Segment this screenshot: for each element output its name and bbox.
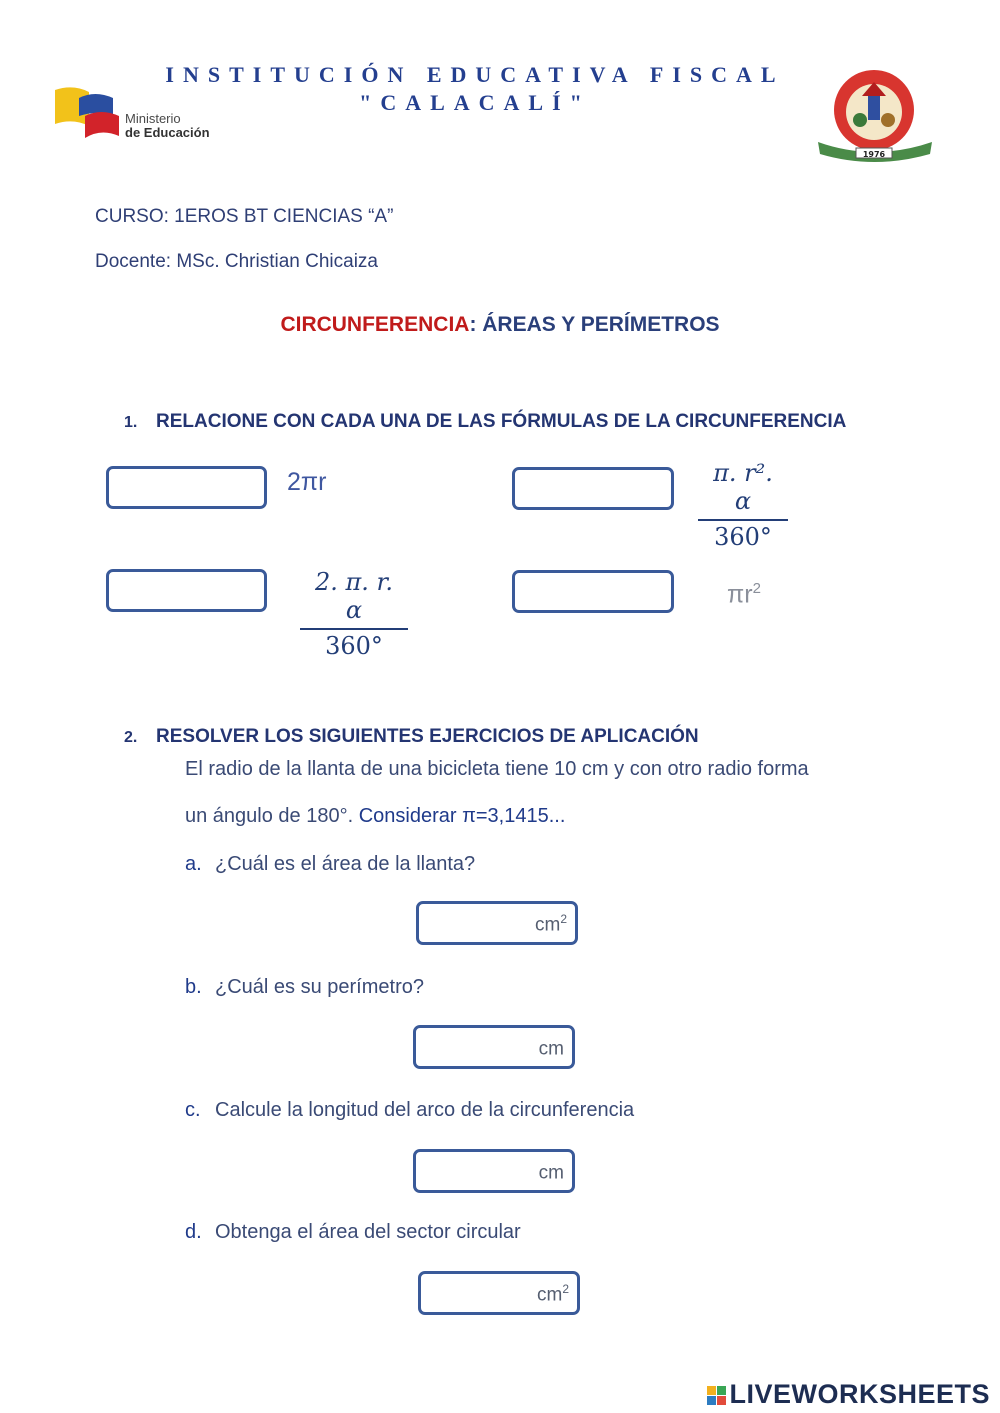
title-part1: CIRCUNFERENCIA <box>280 313 470 336</box>
formula-sector-area <box>698 459 788 551</box>
question-d-text: Obtenga el área del sector circular <box>215 1221 521 1243</box>
answer-input-d[interactable] <box>418 1271 580 1315</box>
unit-a-exp: 2 <box>560 912 567 926</box>
match-input-4[interactable] <box>512 570 674 613</box>
liveworksheets-logo <box>707 1379 990 1410</box>
teacher-label: Docente: MSc. Christian Chicaiza <box>95 251 378 272</box>
unit-b: cm <box>538 1038 564 1060</box>
unit-d: cm <box>536 1284 563 1306</box>
page-title <box>0 313 1000 337</box>
question-d-letter: d. <box>185 1221 202 1243</box>
question-a <box>185 853 475 876</box>
liveworksheets-mark-icon <box>707 1386 726 1405</box>
formula-pir2-exp: 2 <box>752 580 761 597</box>
formula-pir2-base: πr <box>727 580 753 609</box>
match-input-2[interactable] <box>512 467 674 510</box>
school-seal-icon <box>812 66 940 164</box>
question-b <box>185 976 424 999</box>
answer-unit-b <box>539 1036 564 1060</box>
section1-title: RELACIONE CON CADA UNA DE LAS FÓRMULAS DE LA CIRCUNFERENCIA <box>156 411 847 432</box>
question-b-letter: b. <box>185 976 202 998</box>
formula-sector-area-numerator: π. r². α <box>698 459 788 521</box>
answer-input-b[interactable] <box>413 1025 575 1069</box>
problem-line2 <box>185 805 565 828</box>
section2-number: 2. <box>124 729 138 746</box>
formula-2pir: 2πr <box>287 468 327 496</box>
liveworksheets-brand: LIVEWORKSHEETS <box>729 1379 990 1409</box>
title-part2: : ÁREAS Y PERÍMETROS <box>469 313 720 336</box>
answer-input-c[interactable] <box>413 1149 575 1193</box>
question-a-text: ¿Cuál es el área de la llanta? <box>215 853 476 875</box>
formula-pir2 <box>727 580 761 609</box>
institution-name-line2: "CALACALÍ" <box>359 90 591 115</box>
problem-line1: El radio de la llanta de una bicicleta tiene 10 cm y con otro radio forma <box>185 758 809 780</box>
formula-arc-length-numerator: 2. π. r. α <box>300 568 408 630</box>
unit-a: cm <box>534 914 561 936</box>
answer-unit-a <box>535 912 567 936</box>
formula-arc-length-denominator: 360° <box>325 632 383 660</box>
answer-input-a[interactable] <box>416 901 578 945</box>
question-c-letter: c. <box>185 1099 201 1121</box>
section1-heading <box>124 411 846 433</box>
section2-heading <box>124 726 699 748</box>
institution-name: INSTITUCIÓN EDUCATIVA FISCAL <box>165 62 785 87</box>
school-seal <box>812 66 940 164</box>
unit-c: cm <box>538 1162 564 1184</box>
section2-title: RESOLVER LOS SIGUIENTES EJERCICIOS DE APLICACIÓN <box>156 726 699 747</box>
section1-number: 1. <box>124 414 138 431</box>
unit-d-exp: 2 <box>562 1282 569 1296</box>
ministry-line1: Ministerio <box>125 111 181 126</box>
seal-year: 1976 <box>862 150 886 159</box>
ministry-line2: de Educación <box>125 125 210 140</box>
answer-unit-d <box>537 1282 569 1306</box>
match-input-1[interactable] <box>106 466 267 509</box>
question-b-text: ¿Cuál es su perímetro? <box>215 976 424 998</box>
answer-unit-c <box>539 1160 564 1184</box>
question-d <box>185 1221 521 1244</box>
course-label: CURSO: 1EROS BT CIENCIAS “A” <box>95 206 394 227</box>
problem-pi-note: Considerar π=3,1415... <box>358 805 566 827</box>
formula-arc-length <box>300 568 408 660</box>
question-c-text: Calcule la longitud del arco de la circunferencia <box>215 1099 635 1121</box>
problem-line2-text: un ángulo de 180°. <box>185 805 359 827</box>
ecuador-flag-icon <box>55 86 121 142</box>
formula-sector-area-denominator: 360° <box>714 523 772 551</box>
question-c <box>185 1099 634 1122</box>
question-a-letter: a. <box>185 853 202 875</box>
match-input-3[interactable] <box>106 569 267 612</box>
